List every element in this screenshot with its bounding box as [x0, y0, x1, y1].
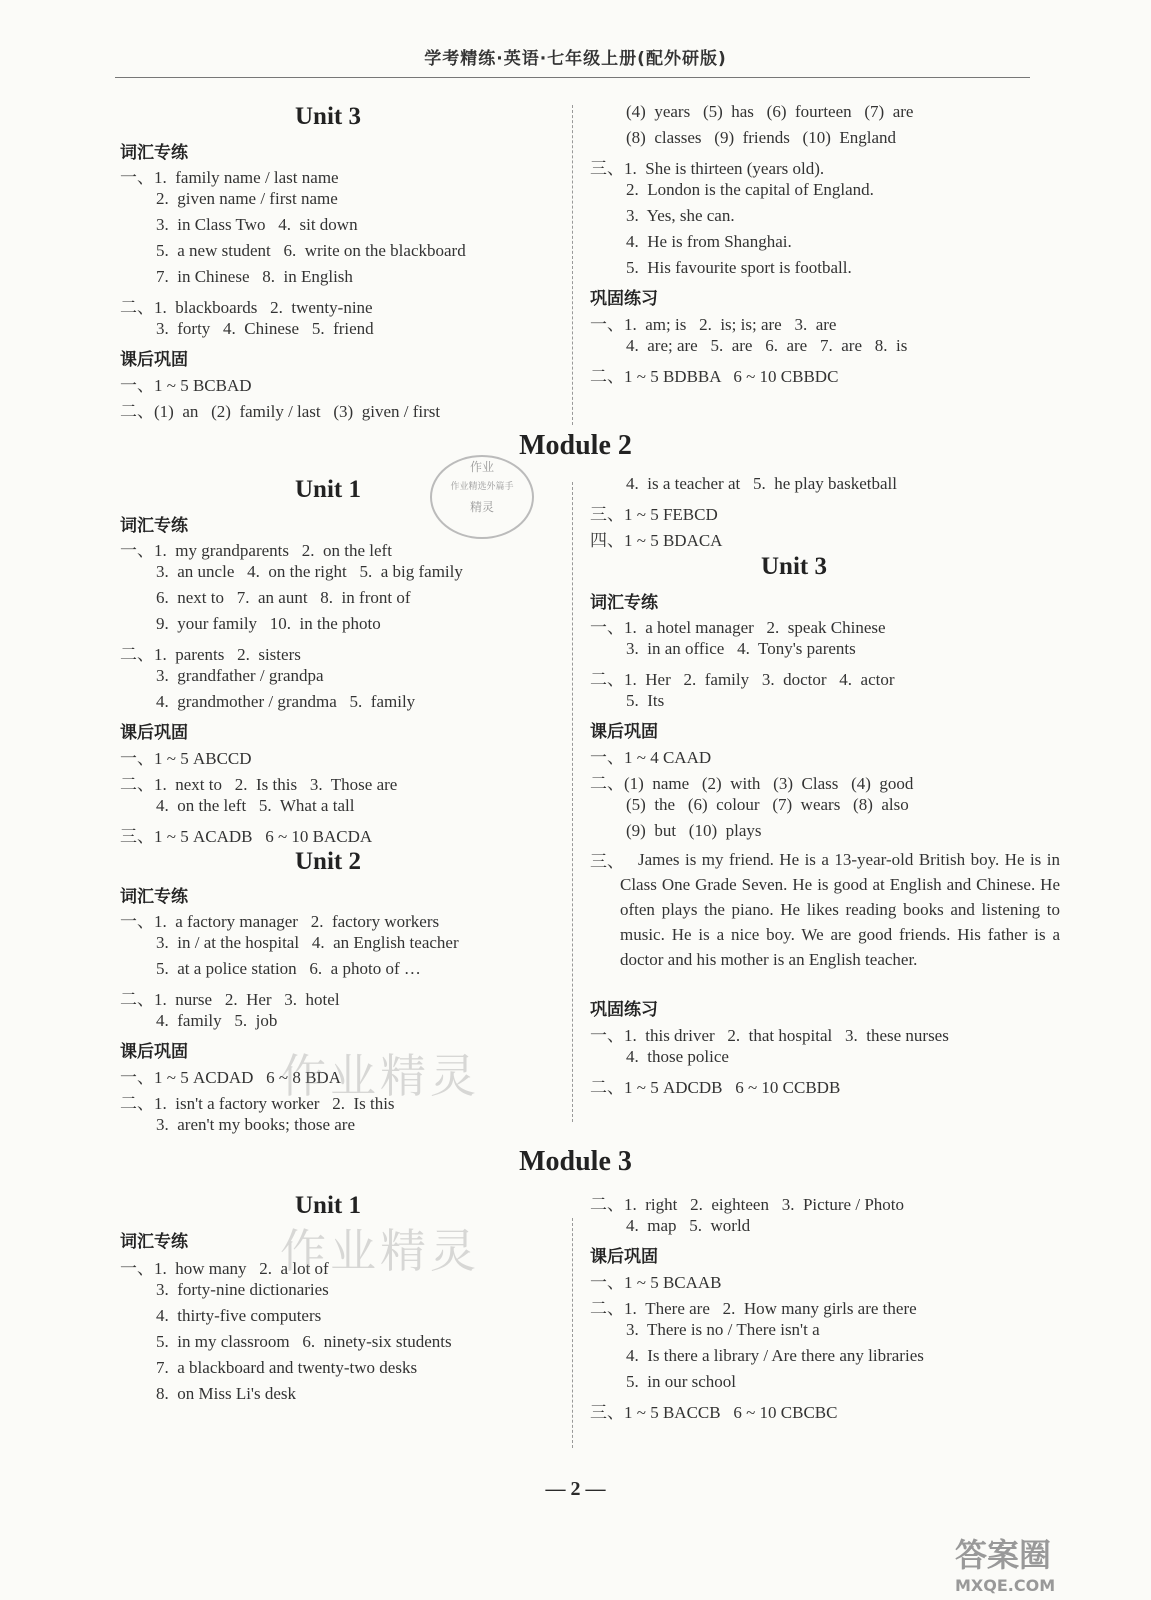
answer-line: 二、1. blackboards 2. twenty-nine	[120, 298, 373, 317]
answer-line: 二、1. nurse 2. Her 3. hotel	[120, 990, 340, 1009]
answer-line: 3. Yes, she can.	[626, 206, 735, 225]
unit-title: Unit 1	[295, 476, 361, 503]
answer-line: 4. on the left 5. What a tall	[156, 796, 355, 815]
answer-line: 8. on Miss Li's desk	[156, 1384, 297, 1403]
answer-line: 二、1. There are 2. How many girls are there	[590, 1299, 917, 1318]
answer-line: 一、1. my grandparents 2. on the left	[120, 541, 392, 560]
header-rule	[115, 77, 1030, 78]
column-divider	[572, 482, 573, 1122]
answer-line: 二、(1) name (2) with (3) Class (4) good	[590, 774, 914, 793]
section-heading: 词汇专练	[590, 593, 658, 613]
answer-line: 4. Is there a library / Are there any libraries	[626, 1346, 924, 1365]
answer-line: 三、1 ~ 5 ACADB 6 ~ 10 BACDA	[120, 827, 373, 846]
answer-line: 3. There is no / There isn't a	[626, 1320, 820, 1339]
answer-line: (5) the (6) colour (7) wears (8) also	[626, 795, 909, 814]
section-heading: 词汇专练	[120, 1232, 188, 1252]
answer-line: 3. aren't my books; those are	[156, 1115, 355, 1134]
answer-line: 二、1. right 2. eighteen 3. Picture / Photo	[590, 1195, 904, 1214]
answer-line: 二、1. parents 2. sisters	[120, 645, 301, 664]
answer-line: 一、1 ~ 5 BCAAB	[590, 1273, 722, 1292]
answer-line: (8) classes (9) friends (10) England	[626, 128, 897, 147]
stamp-text: 作业精选外篇手	[450, 482, 514, 492]
answer-line: 5. in our school	[626, 1372, 737, 1391]
section-heading: 课后巩固	[120, 1042, 188, 1062]
answer-line: 一、1. a hotel manager 2. speak Chinese	[590, 618, 886, 637]
answer-line: 4. are; are 5. are 6. are 7. are 8. is	[626, 336, 908, 355]
watermark: 作业精灵	[280, 1224, 480, 1278]
module-title: Module 2	[519, 430, 632, 461]
unit-title: Unit 1	[295, 1192, 361, 1219]
answer-line: 3. grandfather / grandpa	[156, 666, 324, 685]
answer-line: 二、1 ~ 5 BDBBA 6 ~ 10 CBBDC	[590, 367, 839, 386]
answer-line: 二、1 ~ 5 ADCDB 6 ~ 10 CCBDB	[590, 1078, 841, 1097]
answer-line: 5. in my classroom 6. ninety-six students	[156, 1332, 452, 1351]
logo-subtext: MXQE.COM	[955, 1576, 1056, 1595]
stamp-text: 精灵	[469, 500, 494, 514]
watermark: 作业精灵	[280, 1049, 480, 1103]
unit-title: Unit 3	[295, 103, 361, 130]
page-number: — 2 —	[545, 1478, 606, 1500]
stamp-seal	[430, 455, 534, 539]
answer-line: 一、1 ~ 5 BCBAD	[120, 376, 252, 395]
answer-line: 4. He is from Shanghai.	[626, 232, 792, 251]
section-heading: 课后巩固	[590, 1247, 658, 1267]
unit-title: Unit 3	[761, 553, 827, 580]
answer-line: 3. in an office 4. Tony's parents	[626, 639, 856, 658]
answer-line: 3. an uncle 4. on the right 5. a big family	[156, 562, 463, 581]
answer-line: 一、1. this driver 2. that hospital 3. these nurses	[590, 1026, 949, 1045]
section-heading: 课后巩固	[120, 350, 188, 370]
answer-line: 4. is a teacher at 5. he play basketball	[626, 474, 897, 493]
answer-line: 二、1. Her 2. family 3. doctor 4. actor	[590, 670, 895, 689]
section-heading: 词汇专练	[120, 516, 188, 536]
essay-paragraph: James is my friend. He is a 13-year-old British boy. He is in Class One Grade Seven. He is good at English and Chinese. He often plays the piano. He likes reading books and listening to music. He is a nice boy. We are good friends. His father is a doctor and his mother is an English teacher.	[620, 850, 1060, 969]
answer-line: 6. next to 7. an aunt 8. in front of	[156, 588, 411, 607]
answer-line: 二、1. isn't a factory worker 2. Is this	[120, 1094, 395, 1113]
answer-line: 二、(1) an (2) family / last (3) given / first	[120, 402, 441, 421]
answer-line: 7. a blackboard and twenty-two desks	[156, 1358, 418, 1377]
answer-line: (9) but (10) plays	[626, 821, 762, 840]
answer-line: 7. in Chinese 8. in English	[156, 267, 353, 286]
answer-line: 三、1. She is thirteen (years old).	[590, 159, 825, 178]
answer-line: 3. in / at the hospital 4. an English teacher	[156, 933, 459, 952]
section-heading: 词汇专练	[120, 887, 188, 907]
answer-line: 5. Its	[626, 691, 665, 710]
section-heading: 课后巩固	[120, 723, 188, 743]
answer-line: 一、1. family name / last name	[120, 168, 339, 187]
answer-line: 三、1 ~ 5 FEBCD	[590, 505, 718, 524]
answer-line: 三、1 ~ 5 BACCB 6 ~ 10 CBCBC	[590, 1403, 838, 1422]
section-heading: 词汇专练	[120, 143, 188, 163]
answer-line: 一、1 ~ 5 ABCCD	[120, 749, 252, 768]
answer-line: 9. your family 10. in the photo	[156, 614, 381, 633]
answer-line: 一、1. am; is 2. is; is; are 3. are	[590, 315, 837, 334]
answer-line: 3. in Class Two 4. sit down	[156, 215, 358, 234]
answer-line: 三、	[590, 852, 624, 871]
answer-line: (4) years (5) has (6) fourteen (7) are	[626, 102, 914, 121]
answer-line: 3. forty 4. Chinese 5. friend	[156, 319, 374, 338]
answer-line: 5. a new student 6. write on the blackboard	[156, 241, 466, 260]
section-heading: 巩固练习	[590, 1000, 658, 1020]
page-header: 学考精练·英语·七年级上册(配外研版)	[424, 49, 727, 69]
answer-line: 4. family 5. job	[156, 1011, 278, 1030]
column-divider	[572, 105, 573, 425]
section-heading: 巩固练习	[590, 289, 658, 309]
answer-line: 一、1. a factory manager 2. factory workers	[120, 912, 440, 931]
answer-line: 2. given name / first name	[156, 189, 338, 208]
answer-line: 5. at a police station 6. a photo of …	[156, 959, 421, 978]
answer-line: 一、1 ~ 5 ACDAD 6 ~ 8 BDA	[120, 1068, 341, 1087]
unit-title: Unit 2	[295, 848, 361, 875]
answer-line: 2. London is the capital of England.	[626, 180, 874, 199]
answer-line: 4. map 5. world	[626, 1216, 751, 1235]
section-heading: 课后巩固	[590, 722, 658, 742]
answer-line: 一、1. how many 2. a lot of	[120, 1259, 329, 1278]
answer-line: 4. grandmother / grandma 5. family	[156, 692, 416, 711]
column-divider	[572, 1218, 573, 1448]
site-logo	[955, 1530, 1130, 1595]
answer-line: 四、1 ~ 5 BDACA	[590, 531, 723, 550]
answer-line: 一、1 ~ 4 CAAD	[590, 748, 712, 767]
answer-line: 4. those police	[626, 1047, 729, 1066]
module-title: Module 3	[519, 1146, 632, 1177]
logo-text: 答案圈	[955, 1536, 1052, 1574]
stamp-text: 作业	[469, 460, 494, 474]
answer-line: 3. forty-nine dictionaries	[156, 1280, 329, 1299]
answer-line: 二、1. next to 2. Is this 3. Those are	[120, 775, 398, 794]
answer-line: 5. His favourite sport is football.	[626, 258, 852, 277]
answer-line: 4. thirty-five computers	[156, 1306, 322, 1325]
